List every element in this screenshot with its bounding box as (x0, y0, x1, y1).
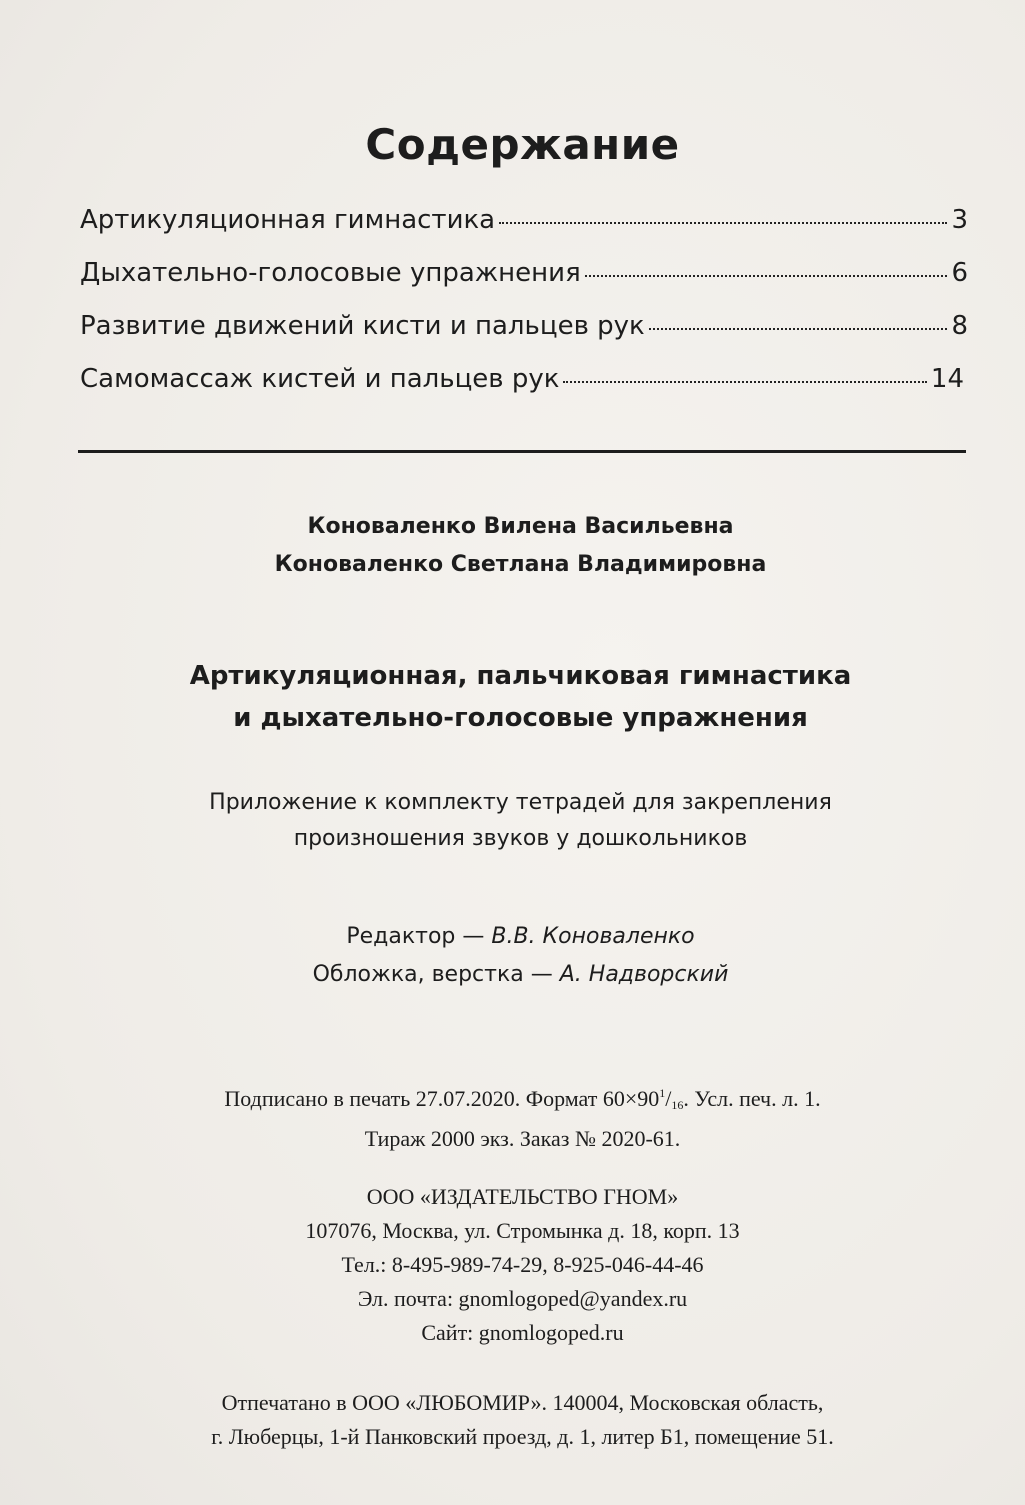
imprint-block (10, 1076, 1025, 1156)
toc-leader-dots (499, 221, 947, 224)
toc-leader-dots (563, 380, 926, 383)
publisher-site: Сайт: gnomlogoped.ru (421, 1320, 624, 1345)
book-title (0, 655, 1025, 739)
publisher-block (10, 1180, 1025, 1350)
toc-entry-page: 3 (951, 205, 968, 235)
toc-leader-dots (585, 274, 948, 277)
editor-credit (0, 918, 1025, 956)
toc-entry-page: 14 (930, 364, 964, 394)
toc-entry[interactable] (80, 258, 968, 311)
toc-entry[interactable] (80, 311, 968, 364)
subtitle-line: Приложение к комплекту тетрадей для закрепления (209, 790, 832, 815)
imprint-circulation: Тираж 2000 экз. Заказ № 2020-61. (364, 1126, 681, 1151)
table-of-contents (80, 205, 968, 417)
publisher-phone: Тел.: 8-495-989-74-29, 8-925-046-44-46 (341, 1252, 704, 1277)
toc-leader-dots (649, 327, 948, 330)
author-name: Коноваленко Вилена Васильевна (307, 514, 734, 539)
book-title-line: и дыхательно-голосовые упражнения (233, 703, 808, 733)
authors-block (0, 508, 1025, 584)
toc-entry-label: Артикуляционная гимнастика (80, 205, 496, 235)
toc-title: Содержание (365, 120, 680, 169)
book-title-line: Артикуляционная, пальчиковая гимнастика (189, 661, 852, 691)
toc-entry-label: Самомассаж кистей и пальцев рук (80, 364, 560, 394)
printer-line: Отпечатано в ООО «ЛЮБОМИР». 140004, Московская область, (221, 1390, 824, 1415)
publisher-email: Эл. почта: gnomlogoped@yandex.ru (357, 1286, 688, 1311)
toc-entry-page: 8 (951, 311, 968, 341)
publisher-name: ООО «ИЗДАТЕЛЬСТВО ГНОМ» (366, 1184, 679, 1209)
book-subtitle (0, 785, 1025, 857)
toc-entry[interactable] (80, 364, 968, 417)
imprint-print-date: Подписано в печать 27.07.2020. Формат 60×90 (224, 1086, 660, 1111)
layout-credit (0, 956, 1025, 994)
printer-line: г. Люберцы, 1-й Панковский проезд, д. 1, литер Б1, помещение 51. (211, 1424, 834, 1449)
toc-entry-page: 6 (951, 258, 968, 288)
section-divider (78, 450, 966, 453)
imprint-line (10, 1076, 1025, 1122)
toc-entry-label: Дыхательно-голосовые упражнения (80, 258, 581, 288)
format-slash: / (665, 1086, 672, 1111)
credits-block (0, 918, 1025, 994)
format-numerator: 1 (659, 1086, 666, 1100)
editor-name: В.В. Коноваленко (491, 924, 695, 949)
printer-block (10, 1386, 1025, 1454)
author-name: Коноваленко Светлана Владимировна (274, 552, 767, 577)
imprint-sheets: . Усл. печ. л. 1. (683, 1086, 821, 1111)
layout-role: Обложка, верстка — (312, 962, 560, 987)
format-denominator: 16 (671, 1098, 684, 1112)
toc-entry-label: Развитие движений кисти и пальцев рук (80, 311, 645, 341)
publisher-address: 107076, Москва, ул. Стромынка д. 18, корп. 13 (305, 1218, 740, 1243)
toc-entry[interactable] (80, 205, 968, 258)
editor-role: Редактор — (346, 924, 492, 949)
subtitle-line: произношения звуков у дошкольников (293, 826, 748, 851)
layout-name: А. Надворский (559, 962, 729, 987)
